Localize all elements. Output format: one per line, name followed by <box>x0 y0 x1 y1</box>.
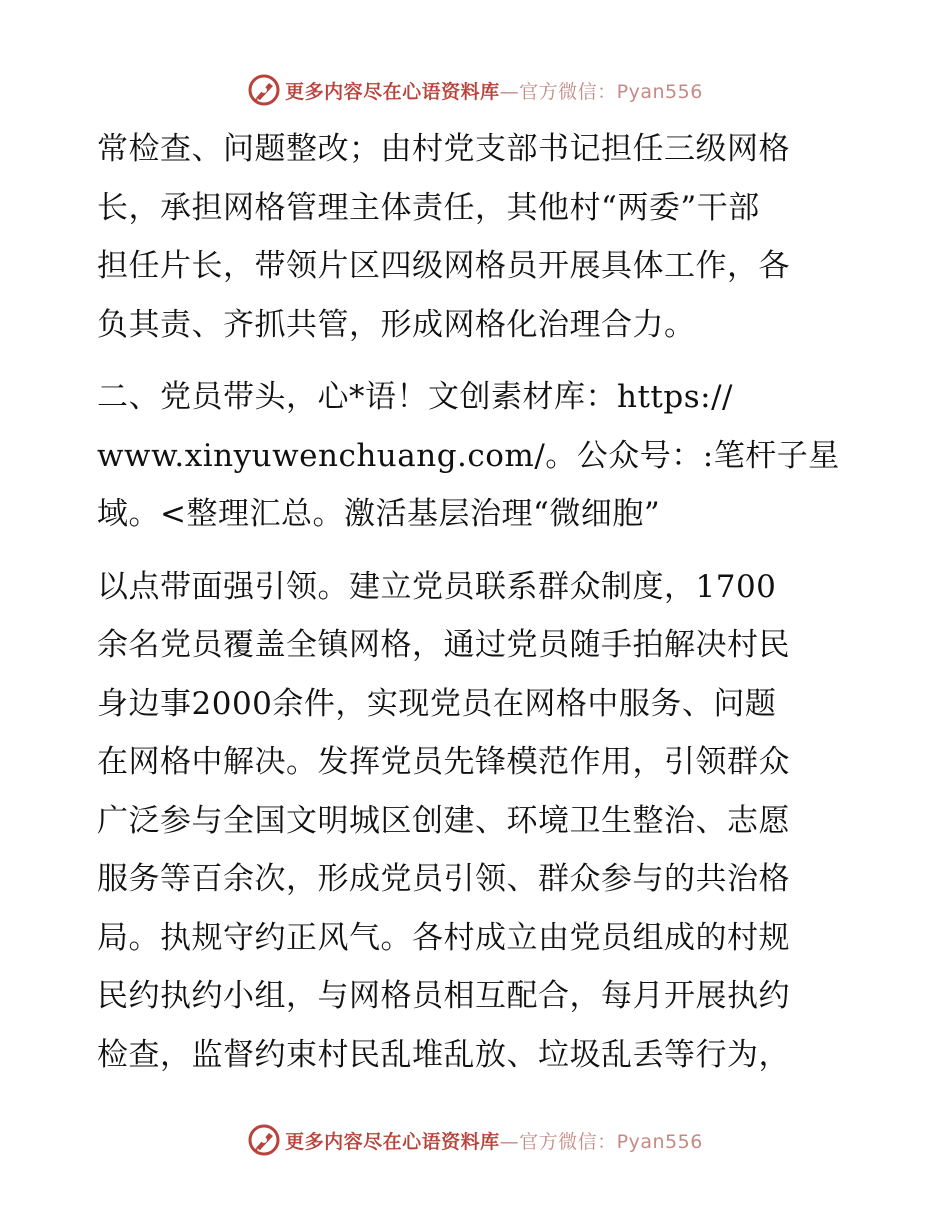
text-line: 常检查、问题整改；由村党支部书记担任三级网格 <box>97 131 790 167</box>
text-line: 服务等百余次，形成党员引领、群众参与的共治格 <box>97 861 790 897</box>
text-line: 担任片长，带领片区四级网格员开展具体工作，各 <box>97 248 790 284</box>
header-rest: 官方微信：Pyan556 <box>519 80 703 103</box>
text-line: 负其责、齐抓共管，形成网格化治理合力。 <box>97 306 696 343</box>
pen-logo-icon <box>247 73 281 107</box>
text-line: 二、党员带头，心*语！文创素材库：https:// <box>97 379 733 415</box>
footer-brand: 更多内容尽在心语资料库 <box>285 1130 500 1153</box>
header-text <box>285 77 703 104</box>
header-brand: 更多内容尽在心语资料库 <box>285 80 500 103</box>
pen-logo-icon <box>247 1123 281 1157</box>
text-line: 广泛参与全国文明城区创建、环境卫生整治、志愿 <box>97 802 790 839</box>
paragraph-1 <box>97 120 857 354</box>
footer-rest: 官方微信：Pyan556 <box>519 1130 703 1153</box>
footer-text <box>285 1127 703 1154</box>
text-line: 身边事2000余件，实现党员在网格中服务、问题 <box>97 685 777 722</box>
text-line: 域。<整理汇总。激活基层治理“微细胞” <box>97 496 661 532</box>
text-line: 民约执约小组，与网格员相互配合，每月开展执约 <box>97 978 790 1014</box>
paragraph-gap <box>97 544 857 558</box>
text-line: 长，承担网格管理主体责任，其他村“两委”干部 <box>97 189 760 226</box>
document-body <box>97 120 857 1084</box>
text-line: 余名党员覆盖全镇网格，通过党员随手拍解决村民 <box>97 627 790 663</box>
paragraph-gap <box>97 354 857 368</box>
paragraph-2-heading <box>97 368 857 544</box>
text-line: 在网格中解决。发挥党员先锋模范作用，引领群众 <box>97 744 790 780</box>
footer-sep: — <box>499 1130 520 1153</box>
footer-banner <box>0 1120 950 1160</box>
header-sep: — <box>499 80 520 103</box>
text-line: www.xinyuwenchuang.com/。公众号：:笔杆子星 <box>97 437 840 474</box>
header-banner <box>0 70 950 110</box>
text-line: 检查，监督约束村民乱堆乱放、垃圾乱丢等行为， <box>97 1036 790 1073</box>
paragraph-3 <box>97 558 857 1085</box>
text-line: 以点带面强引领。建立党员联系群众制度，1700 <box>97 568 777 605</box>
text-line: 局。执规守约正风气。各村成立由党员组成的村规 <box>97 919 790 956</box>
